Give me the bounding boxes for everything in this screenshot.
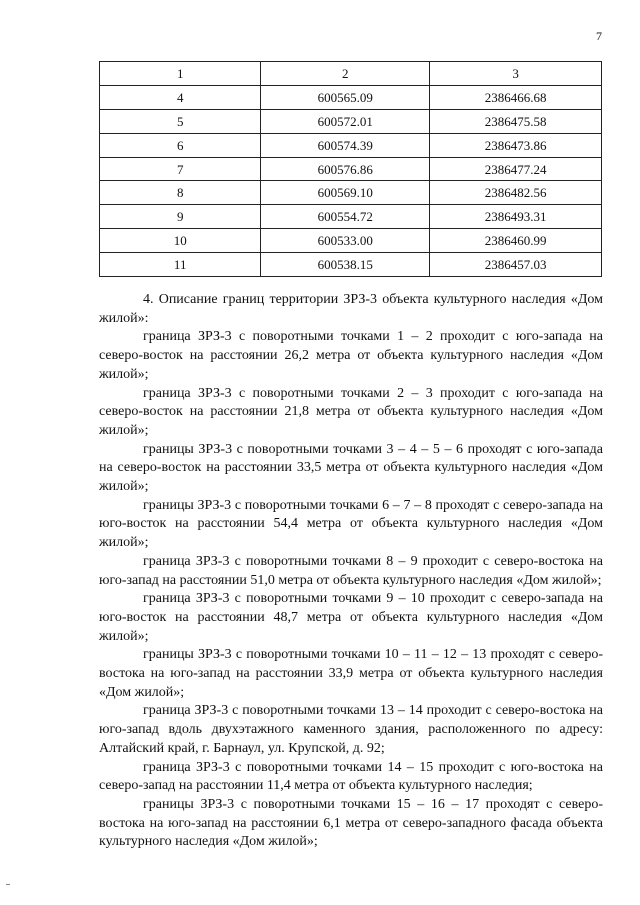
boundary-paragraph: граница ЗРЗ-3 с поворотными точками 8 – 9 проходит с северо-востока на юго-запад на расстоянии 51,0 метра от объекта культурного наследия «Дом жилой»; [99, 553, 603, 588]
x-coordinate-cell: 600554.72 [261, 205, 430, 229]
y-coordinate-cell: 2386473.86 [430, 133, 602, 157]
boundary-paragraph: граница ЗРЗ-3 с поворотными точками 1 – 2 проходит с юго-запада на северо-восток на расстоянии 26,2 метра от объекта культурного наследия «Дом жилой»; [99, 329, 603, 382]
page-number: 7 [596, 29, 602, 43]
y-coordinate-cell: 2386466.68 [430, 85, 602, 109]
point-number-cell: 8 [100, 181, 261, 205]
x-coordinate-cell: 600572.01 [261, 109, 430, 133]
boundary-paragraph: граница ЗРЗ-3 с поворотными точками 13 – 14 проходит с северо-востока на юго-запад вдоль двухэтажного каменного здания, расположенного по адресу: Алтайский край, г. Барнаул, ул. Крупской, д. 92; [99, 703, 603, 756]
y-coordinate-cell: 2386493.31 [430, 205, 602, 229]
boundary-paragraph: границы ЗРЗ-3 с поворотными точками 10 – 11 – 12 – 13 проходят с северо-востока на юго-запад на расстоянии 33,9 метра от объекта культурного наследия «Дом жилой»; [99, 647, 603, 700]
x-coordinate-cell: 600538.15 [261, 253, 430, 277]
coordinates-table [99, 61, 602, 277]
x-coordinate-cell: 600574.39 [261, 133, 430, 157]
x-coordinate-cell: 600565.09 [261, 85, 430, 109]
table-row [100, 85, 602, 109]
x-coordinate-cell: 600533.00 [261, 229, 430, 253]
boundary-paragraph: границы ЗРЗ-3 с поворотными точками 15 – 16 – 17 проходят с северо-востока на юго-запад на расстоянии 6,1 метра от северо-западного фасада объекта культурного наследия «Дом жилой»; [99, 796, 603, 850]
point-number-cell: 4 [100, 85, 261, 109]
section-heading-paragraph: 4. Описание границ территории ЗРЗ-3 объекта культурного наследия «Дом жилой»: [99, 292, 603, 326]
boundary-paragraph: граница ЗРЗ-3 с поворотными точками 9 – 10 проходит с северо-запада на юго-восток на расстоянии 48,7 метра от объекта культурного наследия «Дом жилой»; [99, 591, 603, 644]
table-header-row [100, 62, 602, 86]
table-row [100, 253, 602, 277]
header-cell-x: 2 [261, 62, 430, 86]
boundary-paragraph: граница ЗРЗ-3 с поворотными точками 2 – 3 проходит с юго-запада на северо-восток на расстоянии 21,8 метра от объекта культурного наследия «Дом жилой»; [99, 385, 603, 438]
table-row [100, 133, 602, 157]
y-coordinate-cell: 2386475.58 [430, 109, 602, 133]
header-cell-number: 1 [100, 62, 261, 86]
y-coordinate-cell: 2386482.56 [430, 181, 602, 205]
header-cell-y: 3 [430, 62, 602, 86]
scan-mark [6, 884, 10, 885]
table-row [100, 205, 602, 229]
y-coordinate-cell: 2386457.03 [430, 253, 602, 277]
x-coordinate-cell: 600576.86 [261, 157, 430, 181]
y-coordinate-cell: 2386460.99 [430, 229, 602, 253]
table-row [100, 109, 602, 133]
point-number-cell: 6 [100, 133, 261, 157]
point-number-cell: 11 [100, 253, 261, 277]
point-number-cell: 7 [100, 157, 261, 181]
document-body [99, 291, 603, 852]
table-row [100, 229, 602, 253]
boundary-paragraph: граница ЗРЗ-3 с поворотными точками 14 – 15 проходит с юго-востока на северо-запад на расстоянии 11,4 метра от объекта культурного наследия; [99, 759, 603, 794]
boundary-paragraph: границы ЗРЗ-3 с поворотными точками 3 – 4 – 5 – 6 проходят с юго-запада на северо-восток на расстоянии 33,5 метра от объекта культурного наследия «Дом жилой»; [99, 441, 603, 495]
y-coordinate-cell: 2386477.24 [430, 157, 602, 181]
table-row [100, 181, 602, 205]
boundary-paragraph: границы ЗРЗ-3 с поворотными точками 6 – 7 – 8 проходят с северо-запада на юго-восток на расстоянии 54,4 метра от объекта культурного наследия «Дом жилой»; [99, 497, 603, 551]
point-number-cell: 10 [100, 229, 261, 253]
point-number-cell: 5 [100, 109, 261, 133]
table-row [100, 157, 602, 181]
point-number-cell: 9 [100, 205, 261, 229]
x-coordinate-cell: 600569.10 [261, 181, 430, 205]
